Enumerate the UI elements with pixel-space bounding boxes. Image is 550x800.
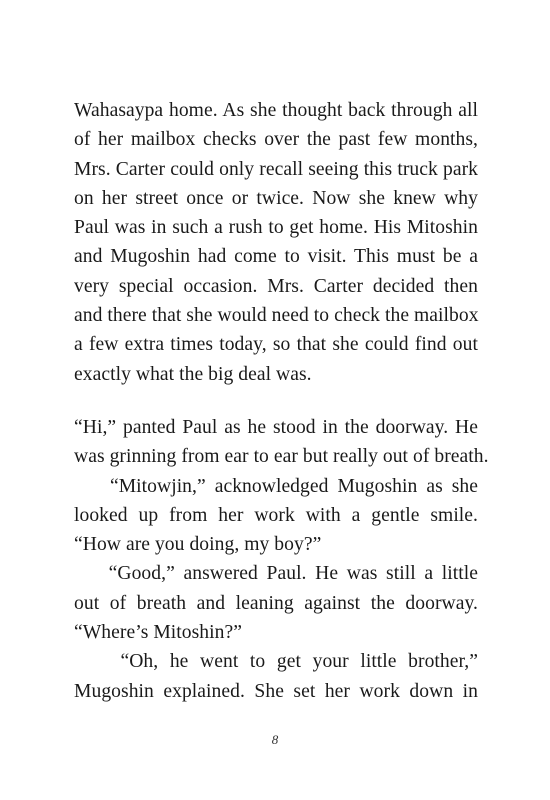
text-line: exactly what the big deal was. [74, 363, 312, 385]
text-line: “Hi,” panted Paul as he stood in the doorway. He [74, 417, 478, 438]
text-line: Paul was in such a rush to get home. His Mitoshin [74, 217, 478, 239]
text-line: and Mugoshin had come to visit. This must be a [74, 246, 478, 268]
text-line: very special occasion. Mrs. Carter decided then [74, 275, 478, 297]
text-line: of her mailbox checks over the past few months, [74, 129, 478, 151]
text-line: a few extra times today, so that she could find out [74, 334, 478, 356]
text-line: looked up from her work with a gentle smile. [74, 504, 478, 526]
paragraph-2 [74, 413, 489, 706]
page-number: 8 [271, 732, 279, 747]
text-line: “Oh, he went to get your little brother,” [74, 651, 478, 673]
text-line: “Where’s Mitoshin?” [74, 622, 242, 644]
text-line: “Mitowjin,” acknowledged Mugoshin as she [74, 475, 478, 497]
text-line: Mugoshin explained. She set her work down in [74, 680, 478, 702]
text-line: out of breath and leaning against the doorway. [74, 592, 478, 614]
text-line: on her street once or twice. Now she knew why [74, 187, 478, 209]
text-line: “Good,” answered Paul. He was still a little [74, 563, 478, 585]
text-line: Wahasaypa home. As she thought back through all [74, 100, 478, 121]
paragraph-1 [74, 96, 478, 389]
text-line: and there that she would need to check the mailbox [74, 305, 479, 327]
text-line: was grinning from ear to ear but really out of breath. [74, 446, 489, 468]
text-line: Mrs. Carter could only recall seeing this truck park [74, 158, 478, 180]
text-line: “How are you doing, my boy?” [74, 534, 322, 556]
